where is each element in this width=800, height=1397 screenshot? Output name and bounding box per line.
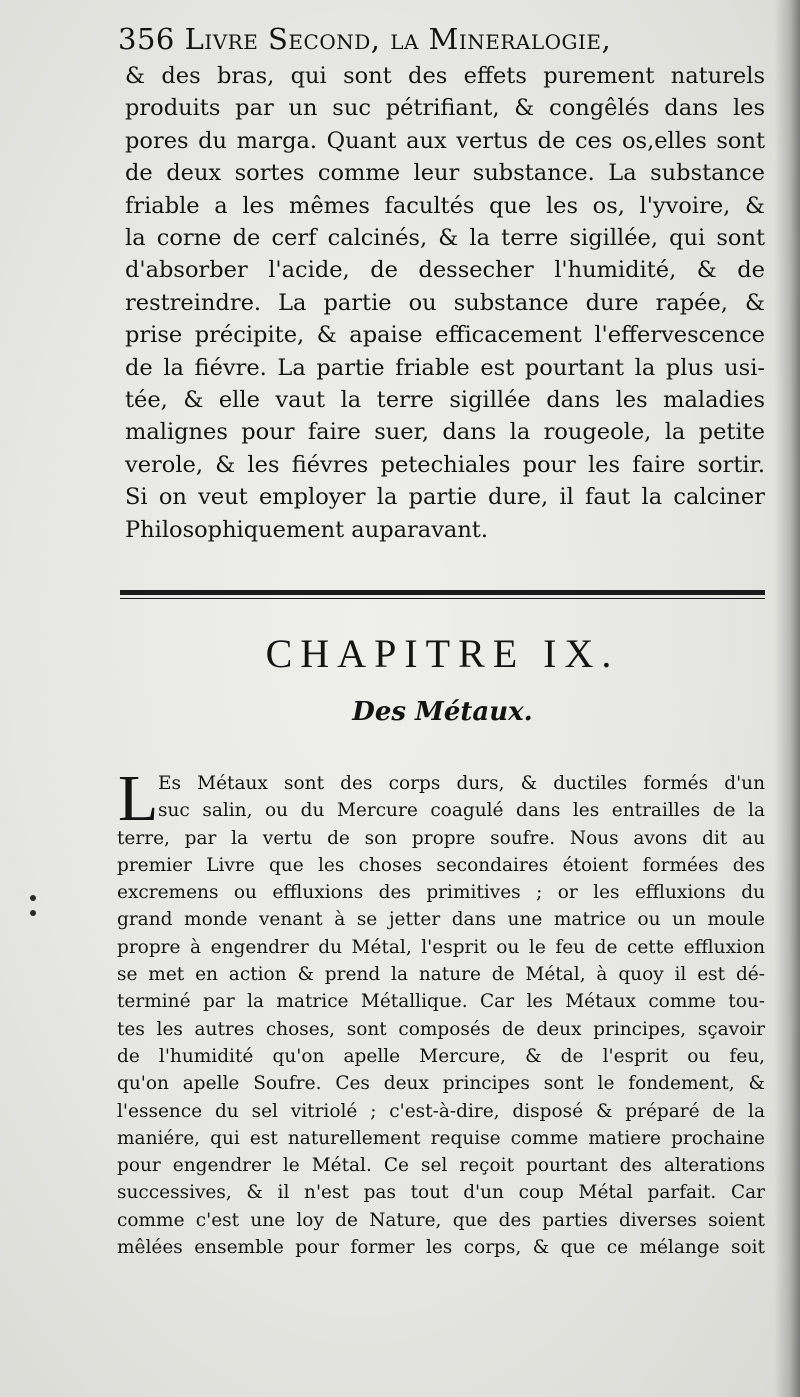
chapter-rule [120, 590, 765, 595]
page-edge-shadow [774, 0, 800, 1397]
text-line: tée, & elle vaut la terre sigillée dans les maladies [125, 387, 765, 414]
text-line: malignes pour faire suer, dans la rougeole, la petite [125, 419, 765, 446]
text-line: de la fiévre. La partie friable est pourtant la plus usi- [125, 354, 765, 381]
chapter-subtitle: Des Métaux. [352, 697, 533, 727]
paragraph-1 [125, 60, 765, 546]
margin-dot [30, 910, 36, 916]
text-line: de deux sortes comme leur substance. La substance [125, 160, 765, 187]
text-line: restreindre. La partie ou substance dure rapée, & [125, 289, 765, 316]
text-line: mêlées ensemble pour former les corps, & que ce mélange soit [117, 1237, 765, 1259]
text-line: premier Livre que les choses secondaires étoient formées des [117, 854, 765, 876]
text-line: & des bras, qui sont des effets purement naturels [125, 63, 765, 89]
text-line: verole, & les fiévres petechiales pour les faire sortir. [125, 451, 765, 478]
text-line: terre, par la vertu de son propre soufre. Nous avons dit au [117, 827, 765, 849]
text-line: successives, & il n'est pas tout d'un coup Métal parfait. Car [117, 1182, 765, 1204]
text-line: la corne de cerf calcinés, & la terre sigillée, qui sont [125, 225, 765, 252]
chapter-heading: CHAPITRE IX. [265, 631, 620, 676]
paragraph-2 [117, 770, 765, 1261]
page-number: 356 [118, 22, 175, 56]
text-line: pour engendrer le Métal. Ce sel reçoit pourtant des alterations [117, 1155, 765, 1177]
text-line: l'essence du sel vitriolé ; c'est-à-dire, disposé & préparé de la [117, 1100, 765, 1122]
text-line: prise précipite, & apaise efficacement l'effervescence [125, 322, 765, 349]
text-line: tes les autres choses, sont composés de deux principes, sçavoir [117, 1018, 765, 1040]
text-line: qu'on apelle Soufre. Ces deux principes sont le fondement, & [117, 1073, 765, 1095]
text-line: produits par un suc pétrifiant, & congêlés dans les [125, 95, 765, 122]
running-header [118, 22, 611, 56]
text-line: grand monde venant à se jetter dans une matrice ou un moule [117, 909, 765, 931]
running-title: Livre Second, la Mineralogie, [184, 22, 612, 56]
text-line: comme c'est une loy de Nature, que des parties diverses soient [117, 1209, 765, 1231]
text-line: d'absorber l'acide, de dessecher l'humidité, & de [125, 257, 765, 284]
text-line: Si on veut employer la partie dure, il faut la calciner [125, 484, 765, 511]
text-line: se met en action & prend la nature de Métal, à quoy il est dé- [117, 964, 765, 986]
text-line: Philosophiquement auparavant. [125, 516, 488, 543]
text-line: maniére, qui est naturellement requise comme matiere prochaine [117, 1127, 765, 1149]
margin-dot [30, 895, 36, 901]
text-line: de l'humidité qu'on apelle Mercure, & de l'esprit ou feu, [117, 1045, 765, 1067]
text-line: friable a les mêmes facultés que les os, l'yvoire, & [125, 192, 765, 219]
text-line: terminé par la matrice Métallique. Car les Métaux comme tou- [117, 991, 765, 1013]
text-line: suc salin, ou du Mercure coagulé dans les entrailles de la [158, 800, 765, 822]
text-line: pores du marga. Quant aux vertus de ces os,elles sont [125, 127, 765, 154]
text-line: propre à engendrer du Métal, l'esprit ou le feu de cette effluxion [117, 936, 765, 958]
text-line: Es Métaux sont des corps durs, & ductiles formés d'un [158, 773, 765, 794]
text-line: excremens ou effluxions des primitives ; or les effluxions du [117, 882, 765, 904]
drop-cap: L [118, 762, 159, 835]
